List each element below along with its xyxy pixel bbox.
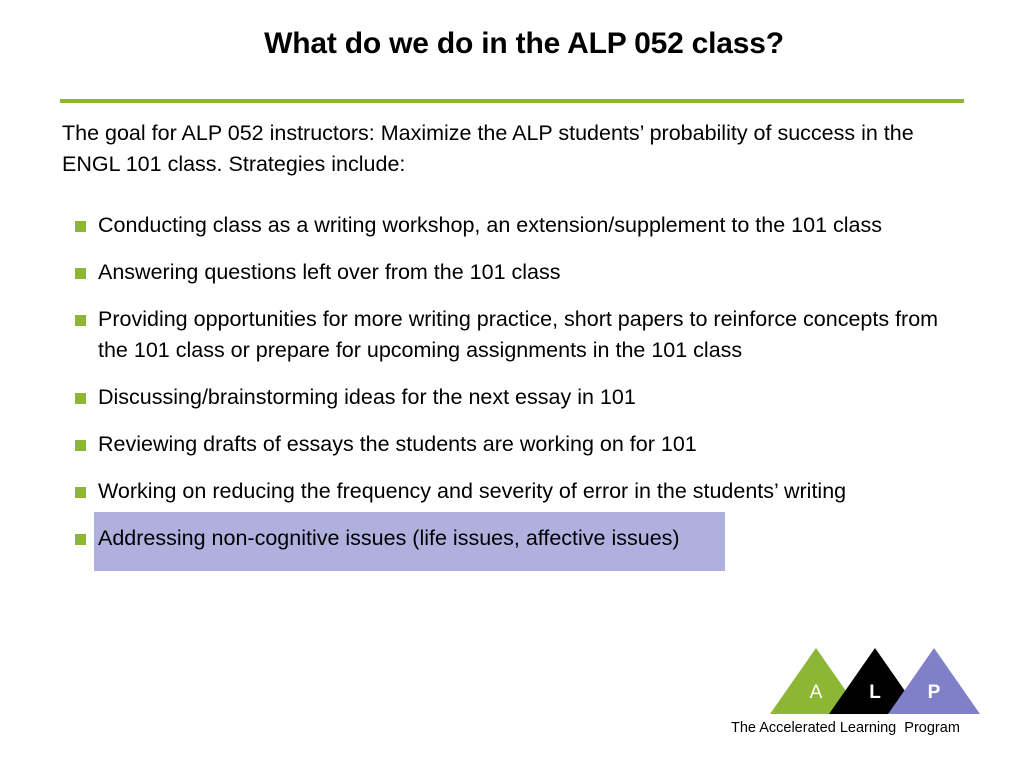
list-item (75, 257, 945, 288)
square-bullet-icon (75, 268, 86, 279)
logo-letter-l: L (869, 682, 881, 703)
list-item (75, 382, 945, 413)
square-bullet-icon (75, 315, 86, 326)
square-bullet-icon (75, 487, 86, 498)
alp-logo (770, 646, 980, 716)
list-item (75, 429, 945, 460)
square-bullet-icon (75, 534, 86, 545)
list-item-text: Working on reducing the frequency and severity of error in the students’ writing (98, 479, 847, 503)
list-item-text: Discussing/brainstorming ideas for the next essay in 101 (98, 385, 636, 409)
list-item-text: Conducting class as a writing workshop, an extension/supplement to the 101 class (98, 213, 882, 237)
slide-title: What do we do in the ALP 052 class? (264, 27, 784, 60)
logo-caption: The Accelerated Learning Program (731, 720, 960, 736)
logo-letter-a: A (809, 682, 823, 703)
list-item-text: Answering questions left over from the 101 class (98, 260, 561, 284)
square-bullet-icon (75, 221, 86, 232)
title-divider (60, 99, 964, 103)
list-item (75, 476, 945, 507)
list-item-text: Addressing non-cognitive issues (life issues, affective issues) (98, 526, 680, 550)
intro-paragraph: The goal for ALP 052 instructors: Maximize the ALP students’ probability of success in the ENGL 101 class. Strategies include: (62, 121, 914, 176)
list-item (75, 304, 945, 366)
square-bullet-icon (75, 440, 86, 451)
list-item-text: Reviewing drafts of essays the students are working on for 101 (98, 432, 697, 456)
list-item (75, 210, 945, 241)
square-bullet-icon (75, 393, 86, 404)
strategy-list (75, 210, 945, 570)
logo-letter-p: P (927, 682, 941, 703)
logo-triangle-p (888, 648, 980, 714)
list-item-text: Providing opportunities for more writing practice, short papers to reinforce concepts from the 101 class or prepare for upcoming assignments in the 101 class (98, 307, 939, 362)
list-item (75, 523, 945, 554)
